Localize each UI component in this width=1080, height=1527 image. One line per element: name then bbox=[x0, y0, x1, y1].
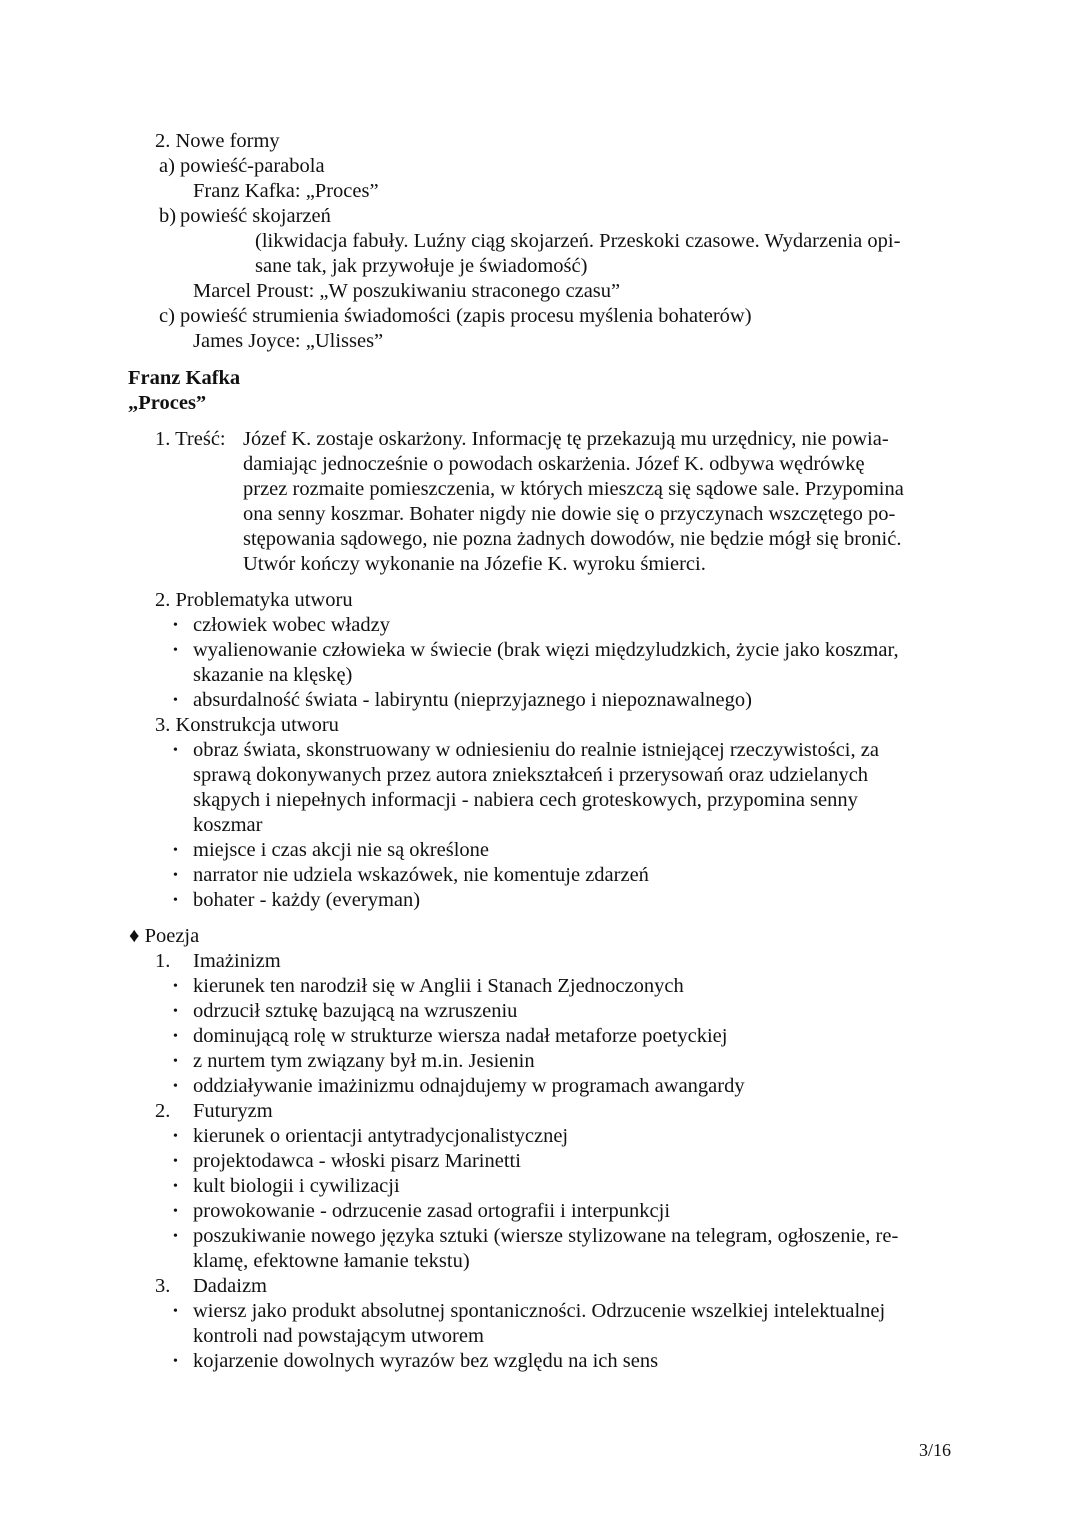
list-item: prowokowanie - odrzucenie zasad ortografii i interpunkcji bbox=[193, 1200, 671, 1222]
bullet-icon: • bbox=[173, 1079, 178, 1094]
list-item-continuation: klamę, efektowne łamanie tekstu) bbox=[193, 1250, 470, 1272]
bullet-icon: • bbox=[173, 1054, 178, 1069]
bullet-icon: • bbox=[173, 893, 178, 908]
author-heading: Franz Kafka bbox=[128, 367, 241, 389]
bullet-icon: • bbox=[173, 1029, 178, 1044]
list-item: wyalienowanie człowieka w świecie (brak więzi międzyludzkich, życie jako koszmar, bbox=[193, 639, 899, 661]
poezja-heading: ♦ Poezja bbox=[129, 925, 200, 947]
list-item-skojarzen: powieść skojarzeń bbox=[180, 205, 331, 227]
list-number: 1. bbox=[155, 950, 171, 972]
tresc-line: przez rozmaite pomieszczenia, w których mieszczą się sądowe sale. Przypomina bbox=[243, 478, 904, 500]
bullet-icon: • bbox=[173, 1129, 178, 1144]
list-item: poszukiwanie nowego języka sztuki (wiersze stylizowane na telegram, ogłoszenie, re- bbox=[193, 1225, 899, 1247]
list-number: 2. bbox=[155, 1100, 171, 1122]
list-item: projektodawca - włoski pisarz Marinetti bbox=[193, 1150, 521, 1172]
list-item-continuation: skazanie na klęskę) bbox=[193, 664, 353, 686]
subheading-dadaizm: Dadaizm bbox=[193, 1275, 267, 1297]
work-title-heading: „Proces” bbox=[128, 392, 207, 414]
bullet-icon: • bbox=[173, 868, 178, 883]
example-kafka: Franz Kafka: „Proces” bbox=[193, 180, 379, 202]
description-line: sane tak, jak przywołuje je świadomość) bbox=[255, 255, 588, 277]
list-item: obraz świata, skonstruowany w odniesieniu do realnie istniejącej rzeczywistości, za bbox=[193, 739, 879, 761]
list-item: kierunek o orientacji antytradycjonalistycznej bbox=[193, 1125, 569, 1147]
list-item: kult biologii i cywilizacji bbox=[193, 1175, 400, 1197]
list-item-continuation: skąpych i niepełnych informacji - nabiera cech groteskowych, przypomina senny bbox=[193, 789, 858, 811]
list-label-c: c) bbox=[159, 305, 175, 327]
bullet-icon: • bbox=[173, 743, 178, 758]
bullet-icon: • bbox=[173, 1304, 178, 1319]
tresc-line: Józef K. zostaje oskarżony. Informację tę przekazują mu urzędnicy, nie powia- bbox=[243, 428, 889, 450]
bullet-icon: • bbox=[173, 1004, 178, 1019]
list-item: kojarzenie dowolnych wyrazów bez względu na ich sens bbox=[193, 1350, 659, 1372]
list-item-continuation: sprawą dokonywanych przez autora zniekształceń i przerysowań oraz udzielanych bbox=[193, 764, 869, 786]
list-item: odrzucił sztukę bazującą na wzruszeniu bbox=[193, 1000, 518, 1022]
list-item: wiersz jako produkt absolutnej spontaniczności. Odrzucenie wszelkiej intelektualnej bbox=[193, 1300, 886, 1322]
list-number: 3. bbox=[155, 1275, 171, 1297]
example-joyce: James Joyce: „Ulisses” bbox=[193, 330, 384, 352]
bullet-icon: • bbox=[173, 843, 178, 858]
list-item-continuation: kontroli nad powstającym utworem bbox=[193, 1325, 484, 1347]
list-item: oddziaływanie imażinizmu odnajdujemy w programach awangardy bbox=[193, 1075, 745, 1097]
list-item-parabola: powieść-parabola bbox=[180, 155, 325, 177]
konstrukcja-heading: 3. Konstrukcja utworu bbox=[155, 714, 339, 736]
tresc-label: 1. Treść: bbox=[155, 428, 226, 450]
subheading-imazinizm: Imażinizm bbox=[193, 950, 281, 972]
page-number: 3/16 bbox=[919, 1440, 952, 1460]
list-item-continuation: koszmar bbox=[193, 814, 263, 836]
list-item: bohater - każdy (everyman) bbox=[193, 889, 421, 911]
tresc-line: stępowania sądowego, nie pozna żadnych dowodów, nie będzie mógł się bronić. bbox=[243, 528, 902, 550]
problematyka-heading: 2. Problematyka utworu bbox=[155, 589, 353, 611]
bullet-icon: • bbox=[173, 643, 178, 658]
tresc-line: ona senny koszmar. Bohater nigdy nie dowie się o przyczynach wszczętego po- bbox=[243, 503, 896, 525]
bullet-icon: • bbox=[173, 693, 178, 708]
description-line: (likwidacja fabuły. Luźny ciąg skojarzeń. Przeskoki czasowe. Wydarzenia opi- bbox=[255, 230, 901, 252]
section-heading-nowe-formy: 2. Nowe formy bbox=[155, 130, 280, 152]
subheading-futuryzm: Futuryzm bbox=[193, 1100, 273, 1122]
list-item: miejsce i czas akcji nie są określone bbox=[193, 839, 489, 861]
list-item: narrator nie udziela wskazówek, nie komentuje zdarzeń bbox=[193, 864, 649, 886]
bullet-icon: • bbox=[173, 1229, 178, 1244]
list-label-a: a) bbox=[159, 155, 175, 177]
bullet-icon: • bbox=[173, 1154, 178, 1169]
list-item-strumienia: powieść strumienia świadomości (zapis procesu myślenia bohaterów) bbox=[180, 305, 752, 327]
bullet-icon: • bbox=[173, 1354, 178, 1369]
list-item: z nurtem tym związany był m.in. Jesienin bbox=[193, 1050, 535, 1072]
list-label-b: b) bbox=[159, 205, 177, 227]
list-item: dominującą rolę w strukturze wiersza nadał metaforze poetyckiej bbox=[193, 1025, 728, 1047]
bullet-icon: • bbox=[173, 618, 178, 633]
list-item: kierunek ten narodził się w Anglii i Stanach Zjednoczonych bbox=[193, 975, 684, 997]
tresc-line: Utwór kończy wykonanie na Józefie K. wyroku śmierci. bbox=[243, 553, 706, 575]
tresc-line: damiając jednocześnie o powodach oskarżenia. Józef K. odbywa wędrówkę bbox=[243, 453, 865, 475]
list-item: absurdalność świata - labiryntu (nieprzyjaznego i niepoznawalnego) bbox=[193, 689, 752, 711]
bullet-icon: • bbox=[173, 979, 178, 994]
bullet-icon: • bbox=[173, 1204, 178, 1219]
list-item: człowiek wobec władzy bbox=[193, 614, 390, 636]
example-proust: Marcel Proust: „W poszukiwaniu straconego czasu” bbox=[193, 280, 621, 302]
bullet-icon: • bbox=[173, 1179, 178, 1194]
